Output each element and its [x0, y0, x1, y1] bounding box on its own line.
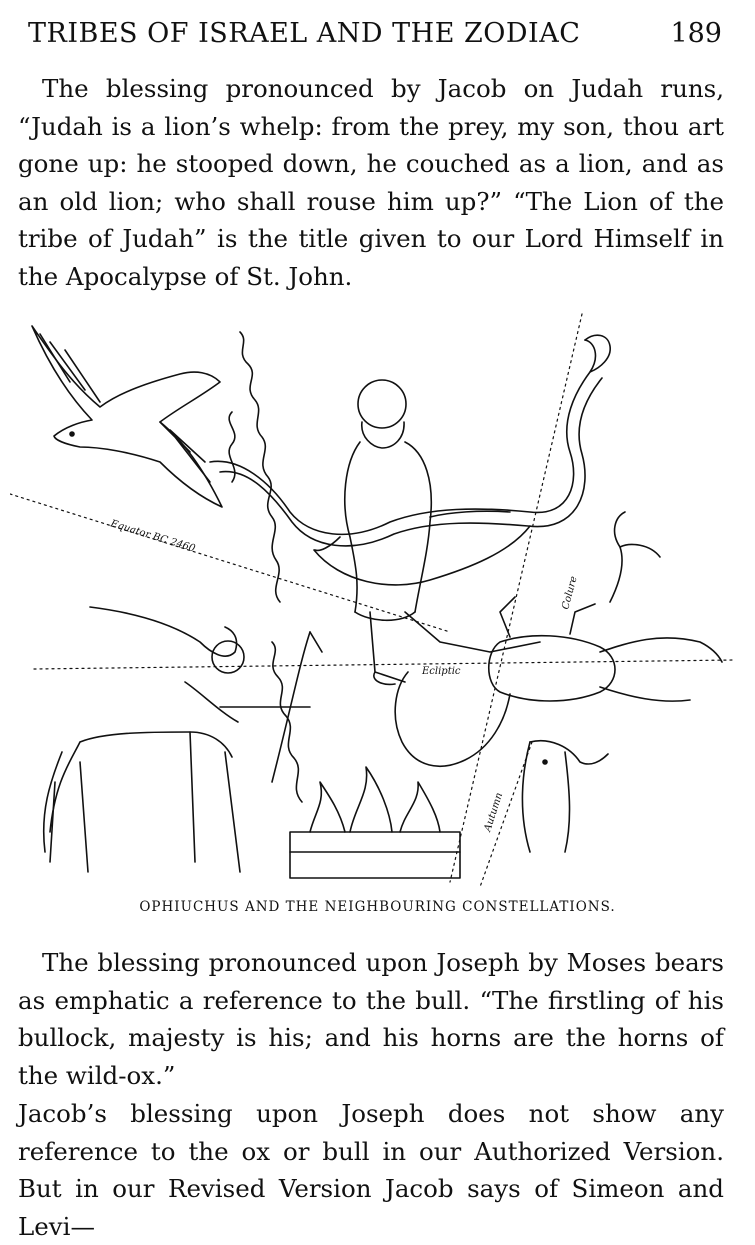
ecliptic-line: [34, 660, 734, 669]
serpent-figure: [210, 335, 610, 585]
colure-label: Colure: [560, 575, 580, 611]
page-number: 189: [670, 18, 722, 49]
smoke-wisps: [229, 332, 302, 802]
ecliptic-label: Ecliptic: [422, 666, 461, 677]
constellation-illustration: [10, 312, 742, 890]
altar-figure: [290, 767, 460, 878]
equator-line: [10, 494, 450, 632]
running-title: TRIBES OF ISRAEL AND THE ZODIAC: [28, 18, 581, 49]
paragraph-joseph-jacob: Jacob’s blessing upon Joseph does not show any reference to the ox or bull in our Authorized Version. But in our Revised Version Jacob says of Simeon and Levi—: [18, 1099, 724, 1241]
paragraph-joseph-moses: The blessing pronounced upon Joseph by Moses bears as emphatic a reference to the bull. “The firstling of his bullock, majesty is his; and his horns are the horns of the wild-ox.”: [18, 948, 724, 1090]
eagle-figure: [32, 326, 222, 507]
equator-label: Equator BC 2460: [109, 518, 197, 555]
wolf-figure: [522, 741, 608, 852]
sagittarius-figure: [44, 607, 322, 872]
scorpion-figure: [395, 512, 722, 766]
figure-caption: OPHIUCHUS AND THE NEIGHBOURING CONSTELLATIONS.: [139, 899, 616, 915]
page-header: [22, 14, 722, 54]
autumn-label: Autumn: [482, 791, 506, 833]
ophiuchus-figure: [315, 380, 540, 684]
paragraph-judah-blessing: The blessing pronounced by Jacob on Judah runs, “Judah is a lion’s whelp: from the prey, my son, thou art gone up: he stooped down, he couched as a lion, and as an old lion; who shall rouse him up?” “The Lion of the tribe of Judah” is the title given to our Lord Himself in the Apocalypse of St. John.: [18, 74, 724, 291]
